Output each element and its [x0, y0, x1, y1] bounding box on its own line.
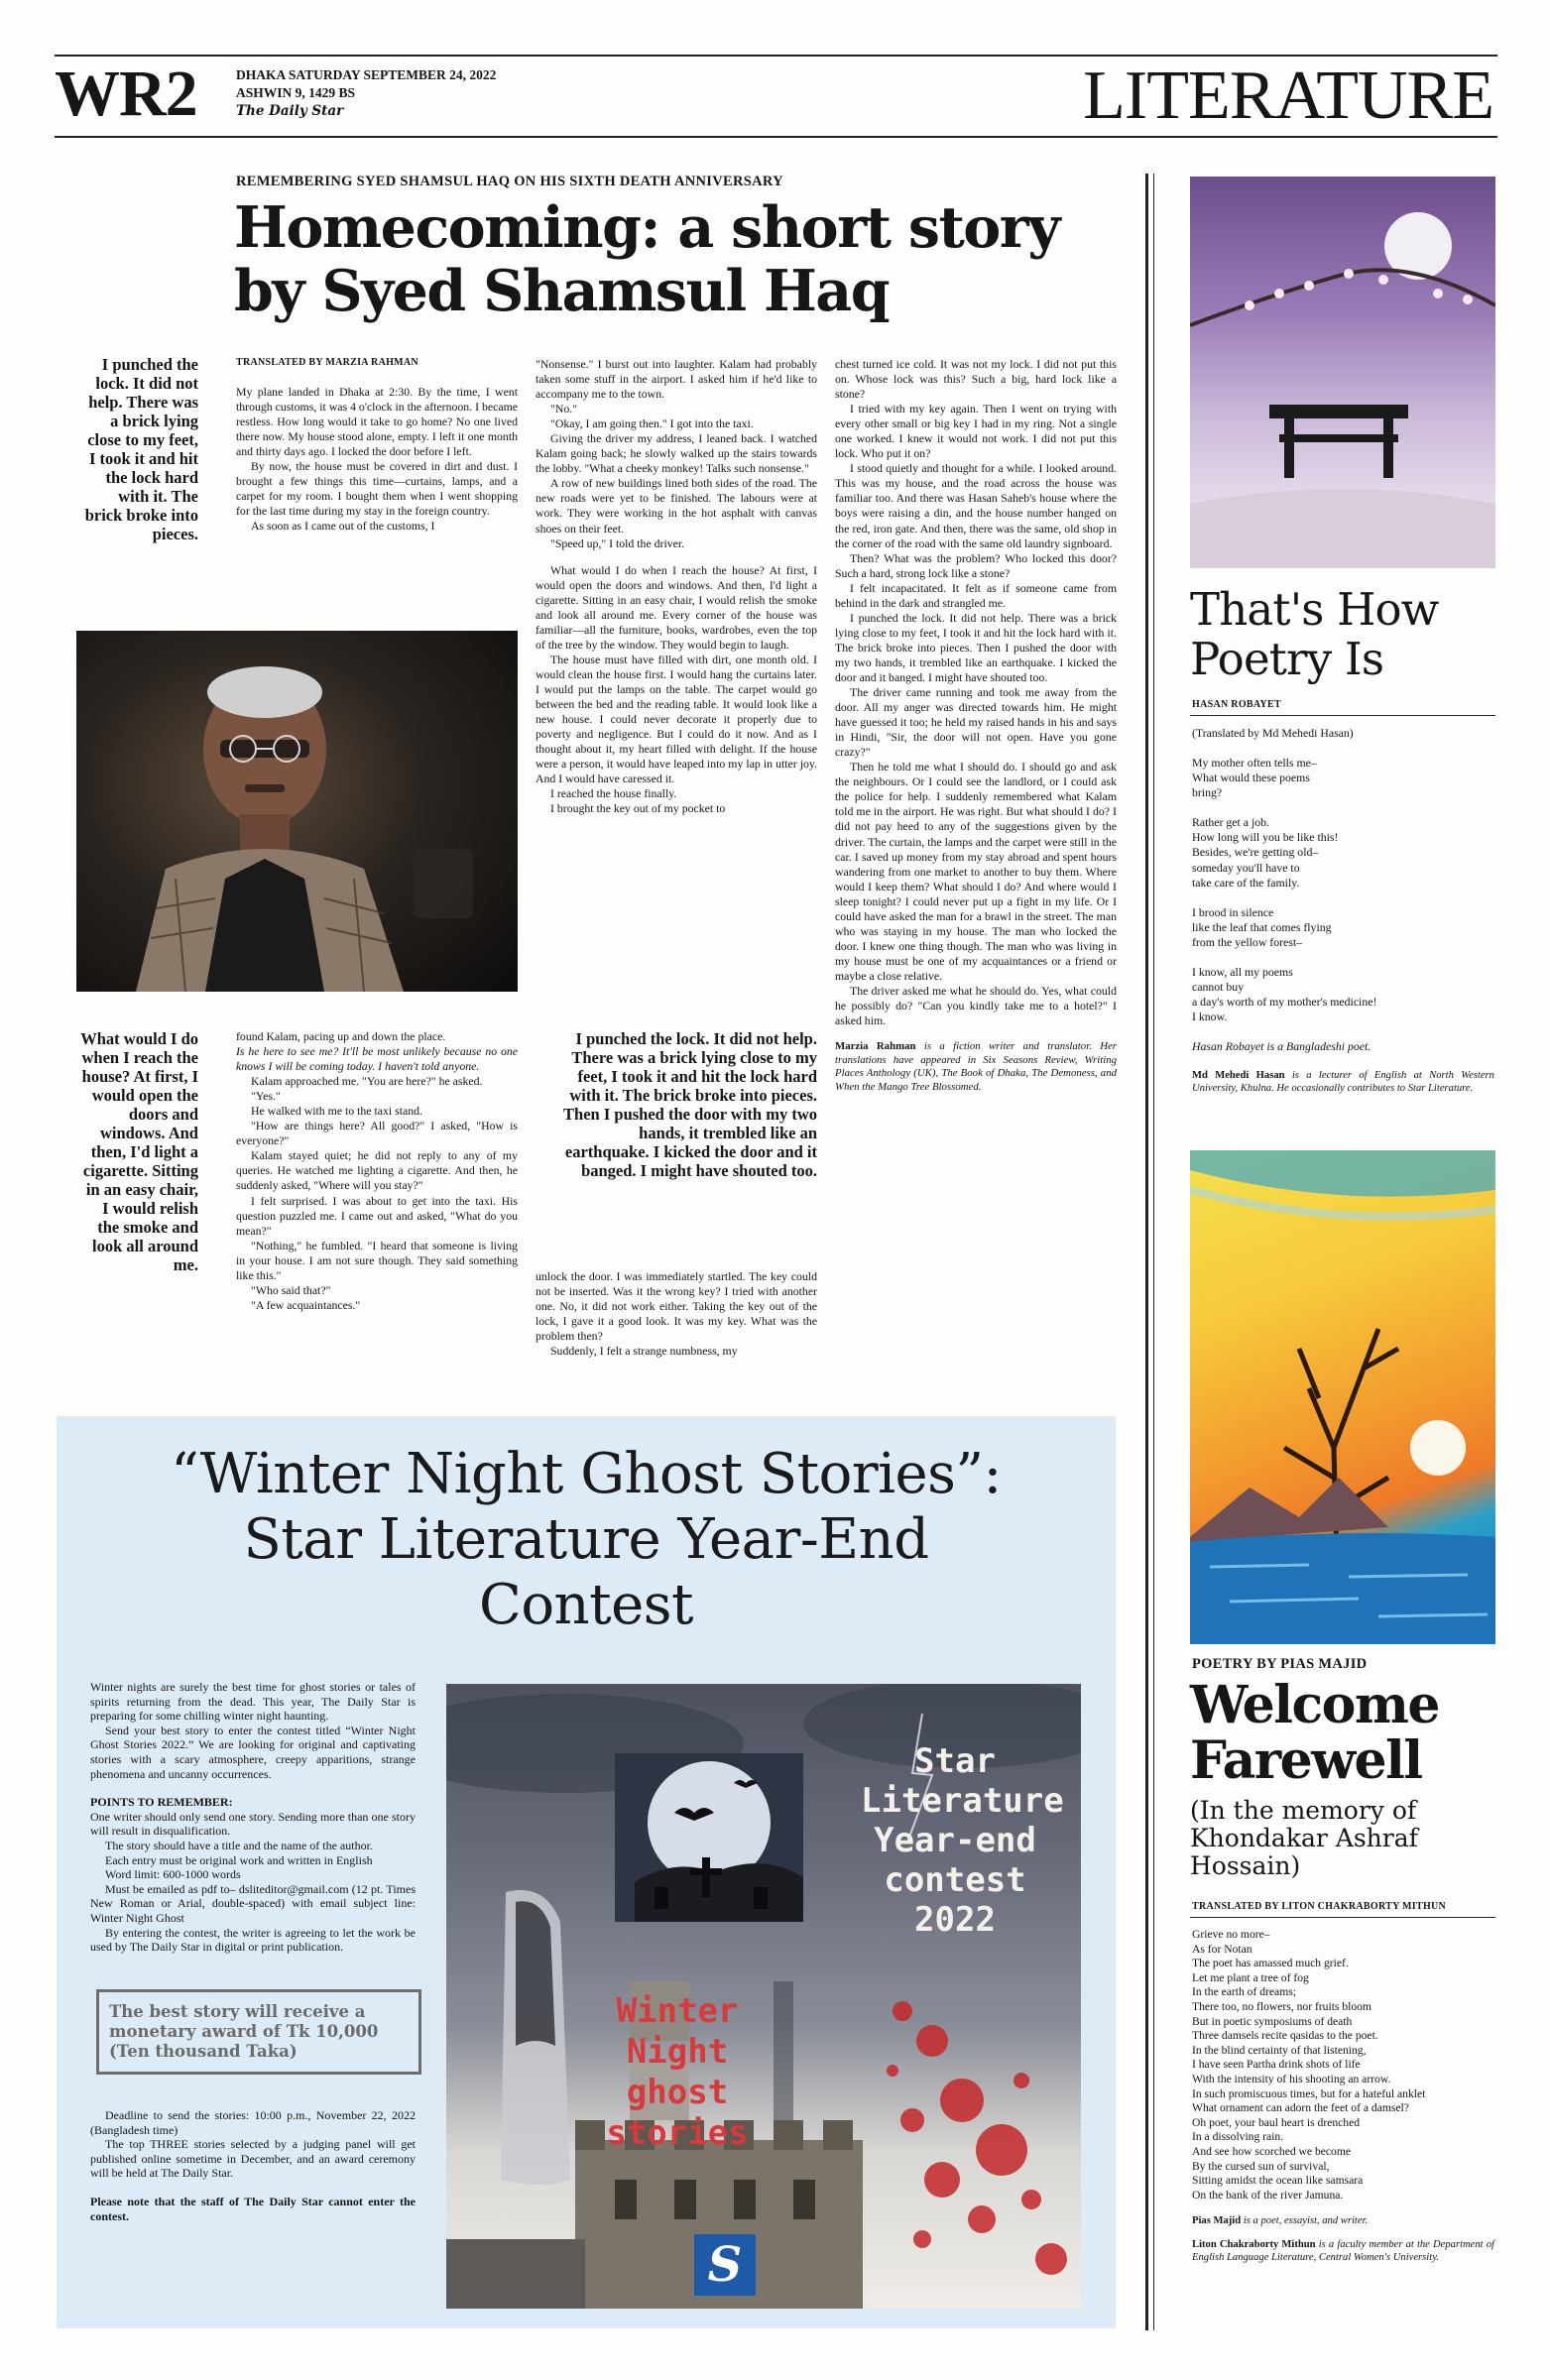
paragraph: The driver came running and took me away from the door. All my anger was directed towards him. He might have guessed it too; he held my raised hands in his and says in Hindi, "Sir, the door will not open. Have you gone crazy?"	[835, 685, 1117, 760]
verse-line: cannot buy	[1192, 980, 1245, 995]
poem2-rule	[1190, 1917, 1495, 1918]
verse-line: Rather get a job.	[1192, 815, 1269, 830]
poem1-rule	[1190, 715, 1495, 716]
paragraph: Then he told me what I should do. I should go and ask the neighbours. Or I could see the landlord, or I could ask the police for help. I suddenly remembered what Kalam told me in the airport. He was right. But what should I do? I did not pay heed to any of the suggestions given by the driver. The curtain, the lamps and the carpet were still in the car. I saved up money from my stay abroad and spent hours wandering from one market to another to buy them. Where would I keep them? What should I do? And where would I sleep tonight? I could never put up a fight in my life. Or I could have asked the man for a brawl in the street. The man who was staying in my house. The man who locked the door. I knew one thing though. The man who was living in my house must be one of my acquaintances or a friend or maybe a close relative.	[835, 760, 1117, 983]
verse-line: I brood in silence	[1192, 904, 1274, 919]
verse-line: As for Notan	[1192, 1942, 1252, 1956]
translator-bio-text: is a faculty member at the Department of English Language Literature, Central Women's University.	[1192, 2238, 1494, 2264]
paragraph: I reached the house finally.	[550, 786, 677, 801]
verse-line: I know.	[1192, 1010, 1228, 1024]
poet-name: Pias Majid	[1192, 2215, 1242, 2227]
paragraph: Suddenly, I felt a strange numbness, my	[550, 1344, 738, 1359]
verse-line: take care of the family.	[1192, 875, 1300, 890]
point: By entering the contest, the writer is agreeing to let the work be used by The Daily Star in digital or print publication.	[90, 1925, 416, 1955]
verse-line: In such promiscuous times, but for a hateful anklet	[1192, 2086, 1426, 2100]
paragraph: My plane landed in Dhaka at 2:30. By the time, I went through customs, it was 4 o'clock in the afternoon. I became restless. How long would it take to go home? No one lived there now. My house stood alone, empty. I left it one month and thirty days ago. I locked the door before I left.	[236, 385, 518, 459]
poem2-subtitle-line-1: (In the memory of	[1190, 1796, 1417, 1825]
stanza	[1192, 905, 1494, 950]
verse-line: In the earth of dreams;	[1192, 1985, 1296, 1999]
poem2-subtitle-line-3: Hossain)	[1190, 1851, 1301, 1880]
poem1-body	[1192, 756, 1494, 1096]
top-rule	[55, 55, 1497, 57]
paragraph: "Nothing," he fumbled. "I heard that someone is living in your house. I am not sure though. They said something like this."	[236, 1238, 518, 1282]
award-box	[96, 1989, 421, 2075]
paragraph: I felt incapacitated. It felt as if someone came from behind in the dark and strangled me.	[835, 580, 1117, 610]
paragraph: Kalam approached me. "You are here?" he asked.	[251, 1074, 483, 1089]
bangla-date: ASHWIN 9, 1429 BS	[236, 85, 356, 100]
poster-ghost-stories-text: Winter Night ghost stories	[606, 1991, 749, 2153]
paragraph: Kalam stayed quiet; he did not reply to any of my queries. He watched me lighting a cigarette. And then, he suddenly asked, "Where will you stay?"	[236, 1148, 518, 1193]
headline-line-2: by Syed Shamsul Haq	[234, 258, 890, 324]
verse-line: Sitting amidst the ocean like samsara	[1192, 2174, 1364, 2188]
poster-logo: S	[707, 2237, 743, 2293]
poem2-byline: TRANSLATED BY LITON CHAKRABORTY MITHUN	[1192, 1901, 1447, 1912]
stanza	[1192, 965, 1494, 1024]
author-photo	[76, 631, 518, 992]
poet-note: is a poet, essayist, and writer.	[1243, 2215, 1369, 2227]
poet-note: Hasan Robayet is a Bangladeshi poet.	[1192, 1039, 1371, 1054]
contest-title-line-3: Contest	[478, 1573, 693, 1637]
portrait-illustration	[76, 631, 518, 992]
poem2-kicker: POETRY BY PIAS MAJID	[1192, 1656, 1368, 1672]
contest-deadline	[90, 2108, 416, 2223]
dateline: DHAKA SATURDAY SEPTEMBER 24, 2022	[236, 67, 497, 82]
paragraph: I stood quietly and thought for a while. I looked around. This was my house, and the road across the house was familiar too. And there was Hasan Saheb's house where the boys were raising a din, and the house number hanged on the red, iron gate. And then, there was the same, old shop in the corner of the road with the same old laundry signboard.	[835, 461, 1117, 550]
verse-line: Three damsels recite qasidas to the poet.	[1192, 2029, 1378, 2043]
poem2-subtitle-line-2: Khondakar Ashraf	[1190, 1824, 1418, 1852]
poem1-translation-note: (Translated by Md Mehedi Hasan)	[1192, 726, 1354, 740]
page-code: WR2	[55, 58, 197, 130]
verse-line: What would these poems	[1192, 771, 1310, 785]
story-headline	[234, 196, 1059, 323]
poem2-body	[1192, 1928, 1494, 2265]
poem1-author: HASAN ROBAYET	[1192, 699, 1281, 710]
poem1-title	[1190, 585, 1439, 684]
poem-painting-2	[1190, 1150, 1495, 1644]
contest-title-line-2: Star Literature Year-End	[243, 1507, 929, 1572]
verse-line: Let me plant a tree of fog	[1192, 1970, 1309, 1984]
paragraph: What would I do when I reach the house? At first, I would open the doors and windows. And then, I'd light a cigarette. Sitting in an easy chair, I would relish the smoke and look all around me. Every corner of the house was familiar—all the furniture, books, wardrobes, even the top of the tree by the window. They would begin to laugh.	[536, 562, 817, 652]
paragraph: As soon as I came out of the customs, I	[251, 519, 435, 534]
stanza	[1192, 756, 1494, 800]
masthead-rule	[55, 136, 1497, 138]
paragraph: "How are things here? All good?" I asked, "How is everyone?"	[236, 1119, 518, 1148]
point: Must be emailed as pdf to– dsliteditor@gmail.com (12 pt. Times New Roman or Arial, double-spaced) with email subject line: Winter Night Ghost	[90, 1881, 416, 1925]
paragraph: chest turned ice cold. It was not my lock. I did not put this on. Whose lock was this? Such a big, hard lock like a stone?	[835, 357, 1117, 402]
story-col2-bottom	[536, 1269, 817, 1359]
translator-name: Liton Chakraborty Mithun	[1192, 2238, 1316, 2250]
point: Word limit: 600-1000 words	[105, 1867, 241, 1882]
poem2-title-line-1: Welcome	[1190, 1675, 1439, 1735]
verse-line: My mother often tells me–	[1192, 756, 1317, 770]
pull-quote-3: I punched the lock. It did not help. There was a brick lying close to my feet, I took it and hit the lock hard with it. The brick broke into pieces. Then I pushed the door with my two hands, it trembled like an earthquake. I kicked the door and it banged. I might have shouted too.	[563, 1029, 817, 1180]
poem1-title-line-2: Poetry Is	[1190, 633, 1384, 685]
verse-line: And see how scorched we become	[1192, 2144, 1351, 2158]
paragraph: Then? What was the problem? Who locked this door? Such a hard, strong lock like a stone?	[835, 550, 1117, 580]
poem2-title	[1190, 1675, 1439, 1791]
verse-line: Grieve no more–	[1192, 1928, 1270, 1941]
contest-poster	[446, 1684, 1081, 2309]
painting-2-art	[1190, 1150, 1495, 1644]
poem-painting-1	[1190, 177, 1495, 568]
verse-line: I have seen Partha drink shots of life	[1192, 2058, 1361, 2072]
poem2-poet-bio	[1192, 2214, 1494, 2228]
contest-intro-2: Send your best story to enter the contest titled “Winter Night Ghost Stories 2022.” We are looking for original and captivating stories with a scary atmosphere, creepy apparitions, strange phenomena and uncanny occurrences.	[90, 1723, 416, 1781]
verse-line: a day's worth of my mother's medicine!	[1192, 995, 1377, 1010]
stanza	[1192, 815, 1494, 890]
paragraph: found Kalam, pacing up and down the place.	[236, 1029, 446, 1043]
pull-quote-2: What would I do when I reach the house? At first, I would open the doors and windows. And then, I'd light a cigarette. Sitting in an easy chair, I would relish the smoke and look all around me.	[80, 1029, 198, 1274]
verse-line: How long will you be like this!	[1192, 830, 1339, 845]
paragraph: "Nonsense." I burst out into laughter. Kalam had probably taken some stuff in the airport. I asked him if he'd like to accompany me to the town.	[536, 357, 817, 402]
poem2-translator-bio	[1192, 2238, 1494, 2265]
paragraph: I felt surprised. I was about to get into the taxi. His question puzzled me. I came out and asked, "What do you mean?"	[236, 1193, 518, 1238]
paragraph: I brought the key out of my pocket to	[550, 801, 726, 816]
contest-box	[57, 1416, 1116, 2328]
paragraph: "No."	[550, 402, 577, 416]
painting-1-art	[1190, 177, 1495, 568]
paragraph: "Okay, I am going then." I got into the taxi.	[550, 416, 754, 431]
column-rule-thick	[1145, 174, 1148, 2330]
section-title: LITERATURE	[1083, 58, 1493, 134]
poem2-subtitle	[1190, 1797, 1418, 1880]
paragraph: The driver asked me what he should do. Yes, what could he possibly do? "Can you kindly take me to a hotel?" I asked him.	[835, 983, 1117, 1028]
story-col3	[835, 357, 1117, 1094]
verse-line: There too, no flowers, nor fruits bloom	[1192, 1999, 1371, 2013]
verse-line: Besides, we're getting old–	[1192, 845, 1319, 860]
point: Each entry must be original work and written in English	[105, 1852, 373, 1867]
bio-text: is a fiction writer and translator. Her translations have appeared in Six Seasons Review, Writing Places Anthology (UK), The Book of Dhaka, The Demoness, and When the Mango Tree Blossomed.	[835, 1040, 1118, 1093]
paragraph: "A few acquaintances."	[251, 1297, 361, 1312]
staff-note: Please note that the staff of The Daily Star cannot enter the contest.	[90, 2194, 416, 2223]
translator-bio-text: is a lecturer of English at North Western University, Khulna. He occasionally contributes to Star Literature.	[1192, 1069, 1494, 1095]
contest-intro-1: Winter nights are surely the best time for ghost stories or tales of spirits returning from the dead. This year, The Daily Star is preparing for some chilling winter night haunting.	[90, 1680, 416, 1724]
paragraph: "Yes."	[251, 1089, 281, 1104]
headline-line-1: Homecoming: a short story	[234, 194, 1059, 261]
verse-line: bring?	[1192, 785, 1223, 800]
point: One writer should only send one story. Sending more than one story will result in disqualification.	[90, 1809, 416, 1839]
verse-line: someday you'll have to	[1192, 860, 1300, 875]
selection: The top THREE stories selected by a judging panel will get published online sometime in December, and an award ceremony will be held at The Daily Star.	[90, 2137, 416, 2181]
contest-title	[57, 1442, 1116, 1638]
verse-line: The poet has amassed much grief.	[1192, 1957, 1349, 1970]
poem1-translator-bio	[1192, 1069, 1494, 1096]
verse-line: What ornament can adorn the feet of a damsel?	[1192, 2101, 1409, 2115]
bio-name: Marzia Rahman	[835, 1040, 916, 1053]
story-col2	[536, 357, 817, 816]
verse-line: like the leaf that comes flying	[1192, 919, 1332, 934]
paragraph: "Speed up," I told the driver.	[550, 536, 685, 550]
daily-star-logo: The Daily Star	[236, 103, 344, 119]
award-text: The best story will receive a monetary award of Tk 10,000 (Ten thousand Taka)	[109, 2002, 379, 2061]
contest-text	[90, 1680, 416, 1955]
points-heading: POINTS TO REMEMBER:	[90, 1795, 233, 1810]
verse-line: Oh poet, your baul heart is drenched	[1192, 2115, 1361, 2129]
verse-line: But in poetic symposiums of death	[1192, 2014, 1353, 2028]
poem1-title-line-1: That's How	[1190, 583, 1439, 636]
paragraph: Giving the driver my address, I leaned back. I watched Kalam going back; he slowly walked up the stairs towards the lobby. "What a cheeky monkey! Talks such nonsense."	[536, 431, 817, 476]
paragraph: He walked with me to the taxi stand.	[251, 1104, 422, 1119]
verse-line: In the blind certainty of that listening,	[1192, 2043, 1367, 2057]
point: The story should have a title and the name of the author.	[105, 1838, 373, 1852]
paragraph: I punched the lock. It did not help. There was a brick lying close to my feet, I took it and hit the lock hard with it. The brick broke into pieces. Then I pushed the door with my two hands, it trembled like an earthquake. I kicked the door and it banged. I might have shouted too.	[835, 610, 1117, 684]
paragraph-italic: Is he here to see me? It'll be most unlikely because no one knows I will be coming today. I haven't told anyone.	[236, 1044, 518, 1074]
paragraph: By now, the house must be covered in dirt and dust. I brought a few things this time—curtains, lamps, and a carpet for my room. I bought them when I went shopping for the last time during my stay in the foreign country.	[236, 459, 518, 519]
paragraph: I tried with my key again. Then I went on trying with every other small or big key I had in my ring. Not a single one worked. I knew it would not work. I did not put this lock. Who put it on?	[835, 402, 1117, 461]
column-rule-thin	[1153, 174, 1154, 2330]
translator-bio	[835, 1040, 1117, 1094]
verse-line: from the yellow forest–	[1192, 934, 1303, 949]
verse-line: In a dissolving rain.	[1192, 2130, 1284, 2144]
paragraph: "Who said that?"	[251, 1282, 331, 1297]
poster-year-end-text: Star Literature Year-end contest 2022	[861, 1741, 1064, 1940]
story-col1-top	[236, 385, 518, 534]
paragraph: A row of new buildings lined both sides of the road. The new roads were yet to be finished. The labours were at work. They were working in the hot asphalt with canvas shoes on their feet.	[536, 476, 817, 536]
contest-title-line-1: “Winter Night Ghost Stories”:	[171, 1442, 1002, 1506]
verse-line: I know, all my poems	[1192, 965, 1293, 980]
deadline: Deadline to send the stories: 10:00 p.m., November 22, 2022 (Bangladesh time)	[90, 2108, 416, 2137]
story-kicker: REMEMBERING SYED SHAMSUL HAQ ON HIS SIXTH DEATH ANNIVERSARY	[236, 174, 783, 189]
story-col1-bottom	[236, 1029, 518, 1313]
pull-quote-1: I punched the lock. It did not help. There was a brick lying close to my feet, I took it and hit the lock hard with it. The brick broke into pieces.	[84, 355, 198, 543]
verse-line: On the bank of the river Jamuna.	[1192, 2188, 1344, 2202]
verse-line: By the cursed sun of survival,	[1192, 2159, 1330, 2173]
verse-line: With the intensity of his shooting an arrow.	[1192, 2072, 1391, 2085]
paragraph: unlock the door. I was immediately startled. The key could not be inserted. Was it the wrong key? I tried with another one. No, it did not work either. Taking the key out of the lock, I gave it a good look. It was my key. What was the problem then?	[536, 1269, 817, 1344]
poem2-title-line-2: Farewell	[1190, 1730, 1422, 1791]
translator-name: Md Mehedi Hasan	[1192, 1069, 1285, 1081]
paragraph: The house must have filled with dirt, one month old. I would clean the house first. I would hang the curtains later. I would put the lamps on the table. The carpet would go between the bed and the reading table. It would look like a new house. I could never decorate it properly due to poverty and negligence. But I could do it now. And as I thought about it, my heart filled with delight. If the house were a person, it would have leaped into my lap in utter joy. And I would have caressed it.	[536, 652, 817, 786]
story-byline: TRANSLATED BY MARZIA RAHMAN	[236, 357, 418, 368]
